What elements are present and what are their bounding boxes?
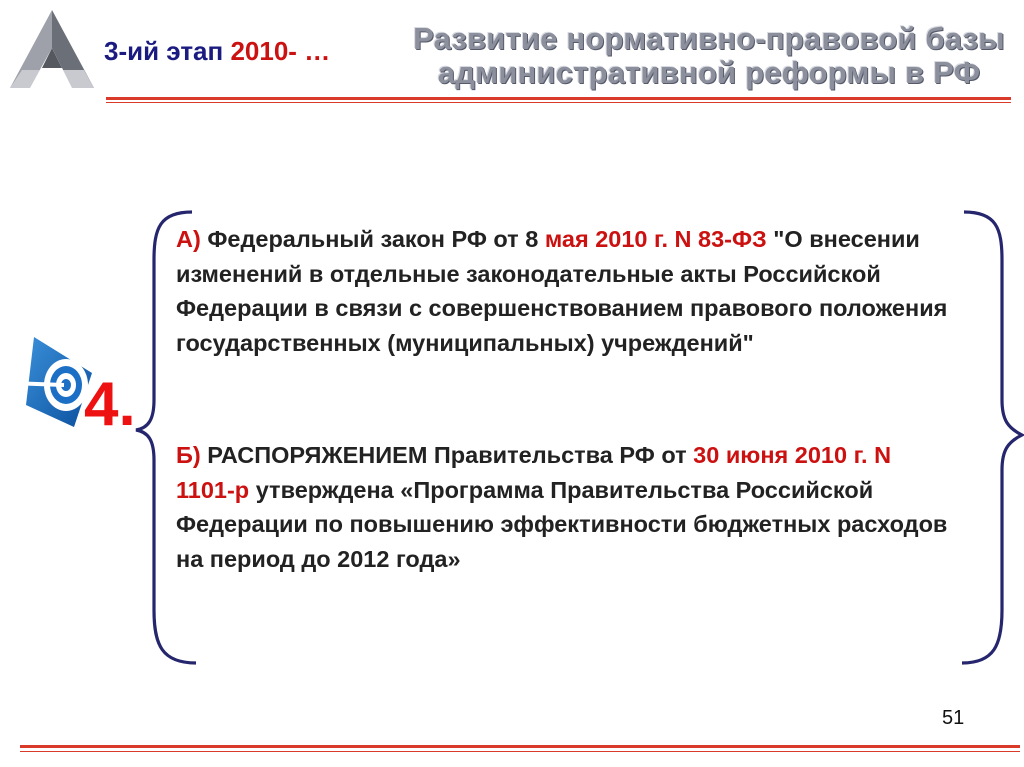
stage-prefix: 3-ий этап (104, 36, 224, 66)
target-arrow-icon (4, 335, 94, 430)
item-a-text-2: "О внесении изменений в отдельные законодательные акты Российской Федерации в связи с совершенствованием правового положения государственных (муниципальных) учреждений" (176, 226, 948, 356)
item-a-highlight: мая 2010 г. N 83-ФЗ (544, 226, 767, 252)
item-b-text-2: утверждена «Программа Правительства Российской Федерации по повышению эффективности бюджетных расходов на период до 2012 года» (176, 476, 948, 572)
item-b-text-1: РАСПОРЯЖЕНИЕМ Правительства РФ от (207, 442, 687, 468)
stage-year: 2010- … (230, 36, 331, 66)
stage-label (104, 36, 330, 67)
item-number: 4. (84, 370, 136, 439)
item-b-text (176, 438, 956, 576)
header-divider-thin (106, 102, 1011, 103)
impossible-triangle-logo-icon (8, 8, 96, 94)
item-a-label: А) (176, 226, 201, 252)
item-b-label: Б) (176, 442, 201, 468)
page-number: 51 (942, 707, 965, 729)
item-b-highlight: 30 июня 2010 г. N 1101-р (176, 442, 892, 503)
title-line-2: административной реформы в РФ (437, 55, 981, 90)
item-a-text-1: Федеральный закон РФ от 8 (207, 226, 539, 252)
page-title (404, 22, 1014, 90)
item-a-text (176, 222, 976, 360)
header-divider (106, 97, 1011, 100)
title-line-1: Развитие нормативно-правовой базы (413, 21, 1005, 56)
footer-divider-thin (20, 751, 1020, 752)
footer-divider (20, 745, 1020, 748)
